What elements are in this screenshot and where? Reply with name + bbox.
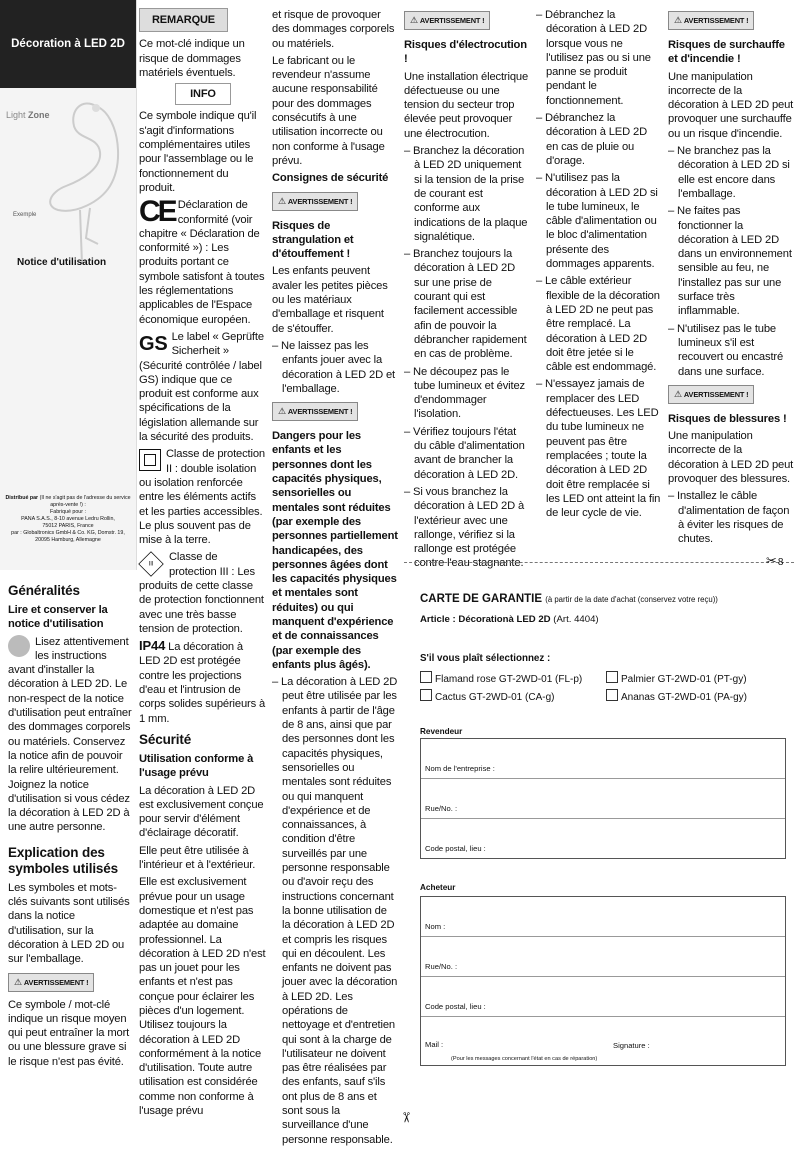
revendeur-label: Revendeur [420, 727, 463, 736]
street-field[interactable] [421, 779, 785, 819]
elec-title: Risques d'électrocution ! [404, 39, 527, 66]
field-label: Code postal, lieu : [425, 844, 486, 853]
revendeur-form [420, 738, 786, 859]
bullet-item: – N'utilisez pas la décoration à LED 2D si le tube lumineux, le câble d'alimentation ou le bloc d'alimentation présente des dommages apparents. [536, 172, 658, 271]
cover-title-text: Décoration à LED 2D [11, 38, 125, 50]
bullet-item: – Le câble extérieur flexible de la décoration à LED 2D ne peut pas être remplacé. La décoration à LED 2D doit être jetée si le câble est endommagé. [536, 275, 660, 374]
scissors-icon: ✂8 [766, 553, 784, 568]
distributor-block [4, 495, 132, 544]
ip44-text: La décoration à LED 2D est protégée contre les projections d'eau et l'intrusion de corps solides supérieurs à 1 mm. [139, 641, 266, 725]
field-label: Code postal, lieu : [425, 1002, 486, 1011]
field-label: Rue/No. : [425, 962, 458, 971]
option-label: Cactus GT-2WD-01 (CA-g) [435, 692, 555, 703]
option-label: Ananas GT-2WD-01 (PA-gy) [621, 692, 747, 703]
consignes-title: Consignes de sécurité [272, 172, 389, 185]
protection-class-3-icon [138, 552, 163, 577]
bullet-item: – Ne découpez pas le tube lumineux et évitez d'endommager l'isolation. [404, 365, 525, 421]
read-manual-icon [8, 635, 30, 657]
warning-label: AVERTISSEMENT ! [683, 389, 749, 399]
bullet-item: – Débranchez la décoration à LED 2D en cas de pluie ou d'orage. [536, 112, 648, 167]
column-fire [668, 8, 794, 550]
warning-triangle-icon: ⚠ [674, 388, 682, 399]
manufacturer-label: Fabriqué pour : [50, 509, 86, 515]
warning-triangle-icon: ⚠ [674, 15, 682, 25]
fire-title: Risques de surchauffe et d'incendie ! [668, 39, 785, 66]
field-label: Nom : [425, 922, 446, 931]
warning-triangle-icon: ⚠ [410, 15, 418, 25]
bullet-text: Débranchez la décoration à LED 2D en cas de pluie ou d'orage. [545, 112, 648, 167]
warning-badge [272, 192, 358, 211]
bullet-item: – Ne faites pas fonctionner la décoration à LED 2D dans un environnement sensible au feu, ne l'installez pas sur une surface très inflammable. [668, 205, 792, 318]
warning-label: AVERTISSEMENT ! [287, 196, 353, 206]
protection-class-2-icon [139, 449, 161, 471]
bullet-text: Ne faites pas fonctionner la décoration à LED 2D dans un environnement sensible au feu, ne l'installez pas sur une surface très inflammable. [677, 205, 792, 318]
mail-signature-row[interactable] [421, 1017, 785, 1065]
bullet-text: Branchez la décoration à LED 2D uniquement si la tension de la prise de courant est conforme aux indications de la plaque signalétique. [413, 145, 528, 243]
article-number: (Art. 4404) [553, 614, 599, 625]
bullet-text: Branchez toujours la décoration à LED 2D sur une prise de courant qui est facilement accessible afin de pouvoir la débrancher rapidement en cas de problème. [413, 248, 527, 361]
gs-block [139, 330, 267, 444]
elec-text: Une installation électrique défectueuse ou une tension du secteur trop élevée peut provoquer une électrocution. [404, 70, 529, 140]
address-line: 20095 Hamburg, Allemagne [35, 537, 101, 543]
option-cactus[interactable] [420, 689, 554, 703]
bullet-item: – Branchez toujours la décoration à LED 2D sur une prise de courant qui est facilement accessible afin de pouvoir la débrancher rapidement en cas de problème. [404, 248, 527, 361]
column-symbols [139, 8, 267, 1121]
warning-badge [272, 402, 358, 421]
option-palm[interactable] [606, 671, 747, 685]
mail-label: Mail : [425, 1040, 444, 1049]
postal-field[interactable] [421, 819, 785, 858]
article-label: Article : Décorationà LED 2D [420, 614, 551, 625]
page-mark: 8 [777, 557, 784, 568]
example-label: Exemple [13, 212, 37, 218]
scissors-bottom-icon: ✂ [398, 1111, 415, 1124]
bullet-item: – Ne branchez pas la décoration à LED 2D si elle est encore dans l'emballage. [668, 145, 790, 200]
warning-badge [404, 11, 490, 30]
symbols-text: Les symboles et mots-clés suivants sont utilisés dans la notice d'utilisation, sur la décoration à LED 2D ou sur l'emballage. [8, 881, 130, 966]
warranty-title: CARTE DE GARANTIE [420, 593, 543, 605]
injury-title: Risques de blessures ! [668, 412, 787, 425]
ce-block [139, 195, 267, 327]
option-pineapple[interactable] [606, 689, 747, 703]
column-safety [272, 8, 398, 1150]
column-electric-cont [536, 8, 662, 523]
usage-text1: La décoration à LED 2D est exclusivement conçue pour servir d'élément d'éclairage décoratif. [139, 784, 264, 840]
option-label: Flamand rose GT-2WD-01 (FL-p) [435, 674, 583, 685]
gs-text: Le label « Geprüfte Sicherheit » (Sécurité contrôlée / label GS) indique que ce produit est conforme aux spécifications de la législation allemande sur la sécurité des produits. [139, 330, 264, 444]
bullet-text: N'utilisez pas le tube lumineux s'il est recouvert ou encastré dans une surface. [677, 322, 784, 378]
field-label: Nom de l'entreprise : [425, 764, 495, 773]
brand-light: Light [6, 110, 26, 120]
checkbox[interactable] [606, 671, 618, 683]
bullet-text: Si vous branchez la décoration à LED 2D à l'extérieur avec une rallonge, vérifiez si la rallonge est protégée contre l'eau stagnante. [413, 485, 525, 570]
bullet-text: Débranchez la décoration à LED 2D lorsque vous ne l'utilisez pas ou si une panne se produit pendant le fonctionnement. [545, 9, 651, 107]
class3-mark: III [148, 560, 154, 568]
class2-block [139, 447, 267, 547]
ce-text: Déclaration de conformité (voir chapitre « Déclaration de conformité ») : Les produits portant ce symbole satisfont à toutes les réglementations applicables de l'Espace économique européen. [139, 199, 265, 326]
street-field[interactable] [421, 937, 785, 977]
warranty-subtitle: (à partir de la date d'achat (conservez votre reçu)) [545, 595, 718, 604]
bullet-item: – La décoration à LED 2D peut être utilisée par les enfants à partir de l'âge de 8 ans, ainsi que par des personnes dont les capacités physiques, sensorielles ou mentales sont réduites ou qui manquent d'expérience et de connaissances, à condition d'être surveillés par une personne responsable ou d'avoir reçu des instructions concernant la bonne utilisation de la décoration à LED 2D et compris les risques qui en découlent. Les enfants ne doivent pas jouer avec la décoration à LED 2D. Les opérations de nettoyage et d'entretien qui sont à la charge de l'utilisateur ne doivent pas être réalisées par des enfants, sauf s'ils ont plus de 8 ans et sont sous la surveillance d'une personne responsable. [272, 676, 398, 1146]
name-field[interactable] [421, 897, 785, 937]
warning-triangle-icon: ⚠ [278, 406, 286, 417]
bullet-item: – Branchez la décoration à LED 2D uniquement si la tension de la prise de courant est conforme aux indications de la plaque signalétique. [404, 145, 528, 243]
cont-text: et risque de provoquer des dommages corporels ou matériels. [272, 9, 395, 50]
warning-label: AVERTISSEMENT ! [23, 977, 89, 987]
bullet-text: Le câble extérieur flexible de la décoration à LED 2D ne peut pas être remplacé. La décoration à LED 2D doit être jetée si le câble est endommagé. [545, 275, 660, 374]
section-symbols: Explication des symboles utilisés [8, 844, 118, 876]
bullet-text: Ne découpez pas le tube lumineux et évitez d'endommager l'isolation. [413, 365, 525, 421]
lire-text [8, 635, 132, 835]
distributed-label: Distribué par [5, 495, 39, 501]
bullet-text: Ne laissez pas les enfants jouer avec la décoration à LED 2D et l'emballage. [281, 339, 395, 395]
option-label: Palmier GT-2WD-01 (PT-gy) [621, 674, 747, 685]
warning-label: AVERTISSEMENT ! [683, 16, 749, 25]
address-line: par : Globaltronics GmbH & Co. KG, Domstr. 19, [11, 530, 125, 536]
bullet-item: – Vérifiez toujours l'état du câble d'alimentation avant de brancher la décoration à LED 2D. [404, 425, 525, 481]
fabricant-text: Le fabricant ou le revendeur n'assume aucune responsabilité pour des dommages consécutifs à une utilisation incorrecte ou non conforme à l'usage prévu. [272, 54, 385, 167]
brand-zone: Zone [28, 110, 50, 120]
select-label: S'il vous plaît sélectionnez : [420, 653, 551, 664]
warn-explain: Ce symbole / mot-clé indique un risque moyen qui peut entraîner la mort ou une blessure grave si le risque n'est pas évité. [8, 998, 130, 1068]
cut-line [404, 562, 794, 563]
warning-label: AVERTISSEMENT ! [419, 16, 485, 25]
bullet-item: – N'utilisez pas le tube lumineux s'il est recouvert ou encastré dans une surface. [668, 322, 784, 378]
warranty-header [420, 593, 718, 605]
distributed-note: (Il ne s'agit pas de l'adresse du service après-vente !) : [39, 495, 131, 508]
strang-text: Les enfants peuvent avaler les petites pièces ou les matériaux d'emballage et risquent de s'étouffer. [272, 265, 388, 335]
section-generalites: Généralités [8, 583, 80, 598]
bullet-item: – Ne laissez pas les enfants jouer avec la décoration à LED 2D et l'emballage. [272, 339, 395, 395]
injury-text: Une manipulation incorrecte de la décoration à LED 2D peut provoquer des blessures. [668, 430, 794, 486]
signature-label: Signature : [613, 1041, 650, 1050]
lire-text-body: Lisez attentivement les instructions avant d'installer la décoration à LED 2D. Le non-respect de la notice d'utilisation peut entraîner des dommages corporels ou matériels. Conservez la notice afin de pouvoir la relire ultérieurement. Joignez la notice d'utilisation si vous cédez la décoration à LED 2D à une autre personne. [8, 635, 132, 834]
flamingo-illustration [24, 68, 134, 268]
acheteur-label: Acheteur [420, 883, 456, 892]
warning-badge [8, 973, 94, 992]
bullet-text: Installez le câble d'alimentation de façon à éviter les risques de chutes. [677, 490, 790, 546]
class2-text: Classe de protection II : double isolation ou isolation renforcée entre les éléments actifs et les parties accessibles. Le plus souvent pas de mise à la terre. [139, 448, 265, 547]
class3-text: Classe de protection III : Les produits de cette classe de protection fonctionnent avec une très basse tension de protection. [139, 551, 264, 635]
bullet-item: – Si vous branchez la décoration à LED 2D à l'extérieur avec une rallonge, vérifiez si la rallonge est protégée contre l'eau stagnante. [404, 485, 525, 570]
info-text: Ce symbole indique qu'il s'agit d'informations complémentaires utiles pour l'assemblage ou le fonctionnement du produit. [139, 110, 257, 194]
warning-badge [668, 385, 754, 404]
danger-title: Dangers pour les enfants et les personnes dont les capacités physiques, sensorielles ou mentales sont réduites (par exemple des personnes partiellement handicapées, des personnes âgées dont les capacités physiques et mentales sont réduites) ou qui manquent d'expérience et de connaissances (par exemple des enfants plus âgés). [272, 430, 398, 671]
address-line: 75012 PARIS, France [42, 523, 94, 529]
company-field[interactable] [421, 739, 785, 779]
ip44-block [139, 639, 267, 726]
cover-panel [0, 0, 137, 570]
field-label: Rue/No. : [425, 804, 458, 813]
checkbox[interactable] [606, 689, 618, 701]
ip44-mark: IP44 [139, 638, 166, 654]
ce-mark-icon: CE [139, 195, 175, 229]
address-line: PANA S.A.S., 8-10 avenue Ledru Rollin, [21, 516, 115, 522]
bullet-text: N'essayez jamais de remplacer des LED défectueuses. Les LED du tube lumineux ne peuvent pas être remplacées ; toute la décoration à LED 2D doit être remplacée si les LED ont atteint la fin de leur cycle de vie. [545, 378, 661, 520]
notice-label: Notice d'utilisation [17, 257, 107, 268]
warning-triangle-icon: ⚠ [278, 195, 286, 206]
checkbox[interactable] [420, 689, 432, 701]
bullet-text: Vérifiez toujours l'état du câble d'alimentation avant de brancher la décoration à LED 2D. [413, 425, 525, 481]
lire-title: Lire et conserver la notice d'utilisation [8, 604, 108, 631]
info-badge: INFO [175, 83, 231, 105]
usage-title: Utilisation conforme à l'usage prévu [139, 752, 254, 780]
strang-title: Risques de strangulation et d'étouffement ! [272, 219, 354, 261]
bullet-text: Ne branchez pas la décoration à LED 2D si elle est encore dans l'emballage. [677, 145, 790, 200]
checkbox[interactable] [420, 671, 432, 683]
gs-mark-icon: GS [139, 332, 168, 355]
column-general [8, 577, 132, 1072]
remarque-text: Ce mot-clé indique un risque de dommages matériels éventuels. [139, 38, 245, 79]
usage-text3: Elle est exclusivement prévue pour un usage domestique et n'est pas adaptée au domaine professionnel. La décoration à LED 2D n'est pas un jouet pour les enfants et n'est pas conçue pour éclairer les pièces d'un logement. Utilisez toujours la décoration à LED 2D conformément à la notice d'utilisation. Toute autre utilisation est considérée comme non conforme à l'usage prévu [139, 876, 266, 1118]
option-flamingo[interactable] [420, 671, 582, 685]
bullet-item: – Débranchez la décoration à LED 2D lorsque vous ne l'utilisez pas ou si une panne se produit pendant le fonctionnement. [536, 9, 651, 107]
bullet-text: La décoration à LED 2D peut être utilisée par les enfants à partir de l'âge de 8 ans, ainsi que par des personnes dont les capacités physiques, sensorielles ou mentales sont réduites ou qui manquent d'expérience et de connaissances, à condition d'être surveillés par une personne responsable ou d'avoir reçu des instructions concernant la bonne utilisation de la décoration à LED 2D et compris les risques qui en découlent. Les enfants ne doivent pas jouer avec la décoration à LED 2D. Les opérations de nettoyage et d'entretien qui sont à la charge de l'utilisateur ne doivent pas être réalisées par des enfants, sauf s'ils ont plus de 8 ans et sont sous la surveillance d'une personne responsable. [281, 676, 398, 1146]
warning-label: AVERTISSEMENT ! [287, 407, 353, 417]
bullet-item: – Installez le câble d'alimentation de façon à éviter les risques de chutes. [668, 490, 790, 546]
acheteur-form [420, 896, 786, 1066]
warning-triangle-icon: ⚠ [14, 976, 22, 987]
section-securite: Sécurité [139, 731, 192, 747]
class3-block [139, 550, 267, 636]
postal-field[interactable] [421, 977, 785, 1017]
bullet-item: – N'essayez jamais de remplacer des LED défectueuses. Les LED du tube lumineux ne peuvent pas être remplacées ; toute la décoration à LED 2D doit être remplacée si les LED ont atteint la fin de leur cycle de vie. [536, 378, 661, 520]
article-line [420, 614, 599, 625]
bullet-text: N'utilisez pas la décoration à LED 2D si le tube lumineux, le câble d'alimentation ou le bloc d'alimentation présente des dommages apparents. [545, 172, 658, 271]
remarque-badge: REMARQUE [139, 8, 228, 32]
fire-text: Une manipulation incorrecte de la décoration à LED 2D peut provoquer une surchauffe ou un risque d'incendie. [668, 70, 794, 140]
column-electric [404, 8, 530, 574]
repair-note: (Pour les messages concernant l'état en cas de réparation) [451, 1056, 598, 1062]
warning-badge [668, 11, 754, 30]
usage-text2: Elle peut être utilisée à l'intérieur et à l'extérieur. [139, 844, 256, 872]
